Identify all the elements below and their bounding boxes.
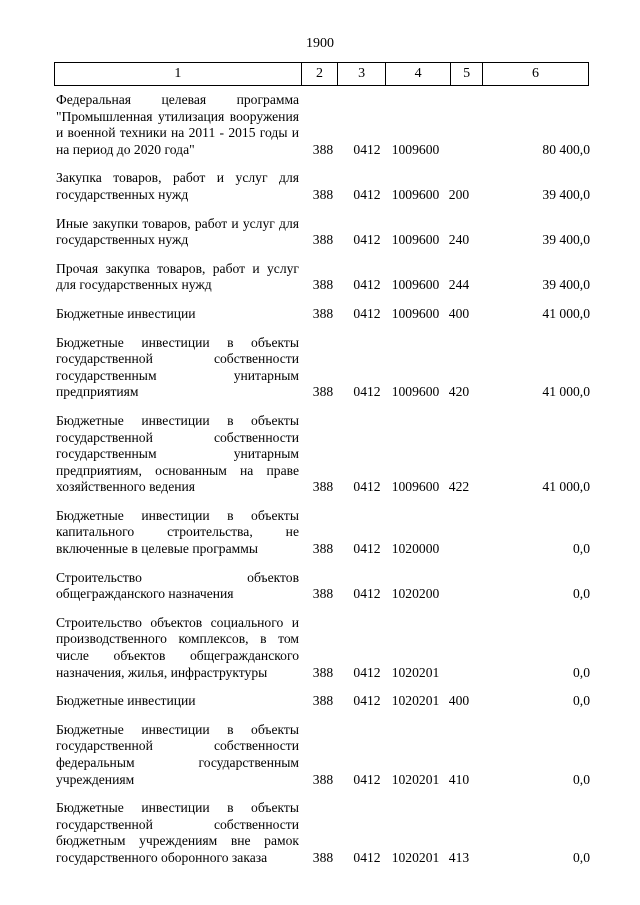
table-row [56, 92, 590, 158]
row-name: Бюджетные инвестиции в объекты государственной собственности бюджетным учреждениям вне рамок государственного оборонного заказа [56, 800, 299, 865]
row-col-5: 413 [448, 849, 470, 865]
row-name: Бюджетные инвестиции в объекты капитального строительства, не включенные в целевые программы [56, 507, 299, 557]
row-name: Бюджетные инвестиции [56, 305, 196, 321]
row-col-5: 200 [448, 186, 470, 202]
row-col-6: 39 400,0 [542, 277, 590, 293]
row-col-5: 400 [448, 693, 470, 709]
row-col-4: 1009600 [391, 479, 440, 495]
table-row [56, 170, 590, 203]
row-col-3: 0412 [353, 771, 381, 787]
row-col-2: 388 [312, 232, 334, 248]
row-col-4: 1009600 [391, 186, 440, 202]
row-col-3: 0412 [353, 849, 381, 865]
table-header [54, 62, 589, 86]
row-col-4: 1020200 [391, 586, 440, 602]
row-col-2: 388 [312, 141, 334, 157]
row-col-4: 1020000 [391, 541, 440, 557]
row-col-4: 1009600 [391, 384, 440, 400]
row-col-5: 240 [448, 232, 470, 248]
row-name: Бюджетные инвестиции в объекты государственной собственности федеральным государственным учреждениям [56, 721, 299, 787]
row-col-6: 0,0 [573, 541, 590, 557]
row-col-2: 388 [312, 664, 334, 680]
row-name: Строительство объектов социального и производственного комплексов, в том числе объектов общегражданского назначения, жилья, инфраструктуры [56, 614, 299, 680]
table-row [56, 261, 590, 294]
row-col-6: 0,0 [573, 771, 590, 787]
row-col-2: 388 [312, 305, 334, 321]
row-col-3: 0412 [353, 693, 381, 709]
row-col-4: 1020201 [391, 849, 440, 865]
row-name: Бюджетные инвестиции в объекты государственной собственности государственным унитарным предприятиям [56, 334, 299, 400]
row-col-3: 0412 [353, 541, 381, 557]
row-col-6: 39 400,0 [542, 186, 590, 202]
row-col-4: 1009600 [391, 305, 440, 321]
row-col-6: 0,0 [573, 849, 590, 865]
row-col-6: 39 400,0 [542, 232, 590, 248]
table-row [56, 570, 590, 603]
row-col-2: 388 [312, 693, 334, 709]
row-col-6: 0,0 [573, 664, 590, 680]
row-col-5: 422 [448, 479, 470, 495]
row-col-3: 0412 [353, 384, 381, 400]
row-col-6: 0,0 [573, 693, 590, 709]
row-col-4: 1009600 [391, 277, 440, 293]
table-row [56, 693, 590, 710]
row-col-2: 388 [312, 186, 334, 202]
header-col-6: 6 [482, 63, 588, 85]
table-row [56, 508, 590, 558]
row-col-4: 1020201 [391, 664, 440, 680]
table-body [56, 92, 590, 879]
row-col-2: 388 [312, 771, 334, 787]
row-name: Федеральная целевая программа "Промышленная утилизация вооружения и военной техники на 2011 - 2015 годы и на период до 2020 года" [56, 92, 299, 157]
row-col-5: 410 [448, 771, 470, 787]
row-col-6: 80 400,0 [542, 141, 590, 157]
row-col-5: 244 [448, 277, 470, 293]
row-col-2: 388 [312, 479, 334, 495]
header-col-2: 2 [301, 63, 338, 85]
row-col-3: 0412 [353, 479, 381, 495]
row-col-3: 0412 [353, 305, 381, 321]
row-col-6: 41 000,0 [542, 305, 590, 321]
row-col-2: 388 [312, 384, 334, 400]
row-col-2: 388 [312, 541, 334, 557]
table-row [56, 306, 590, 323]
row-name: Строительство объектов общегражданского назначения [56, 569, 299, 602]
table-row [56, 722, 590, 788]
header-col-4: 4 [385, 63, 450, 85]
header-col-5: 5 [450, 63, 482, 85]
row-col-6: 41 000,0 [542, 384, 590, 400]
row-col-6: 0,0 [573, 586, 590, 602]
table-row [56, 335, 590, 401]
row-col-3: 0412 [353, 586, 381, 602]
row-col-4: 1020201 [391, 771, 440, 787]
row-col-3: 0412 [353, 232, 381, 248]
row-name: Иные закупки товаров, работ и услуг для государственных нужд [56, 215, 299, 248]
row-name: Бюджетные инвестиции [56, 693, 196, 709]
row-col-2: 388 [312, 277, 334, 293]
row-name: Закупка товаров, работ и услуг для государственных нужд [56, 170, 299, 202]
table-row [56, 216, 590, 249]
row-col-3: 0412 [353, 664, 381, 680]
row-col-2: 388 [312, 586, 334, 602]
row-col-3: 0412 [353, 186, 381, 202]
row-name: Прочая закупка товаров, работ и услуг для государственных нужд [56, 260, 299, 293]
header-col-3: 3 [337, 63, 385, 85]
row-col-6: 41 000,0 [542, 479, 590, 495]
header-col-1: 1 [174, 66, 182, 81]
page-number: 1900 [306, 36, 334, 51]
table-row [56, 413, 590, 496]
row-col-5: 400 [448, 305, 470, 321]
row-col-4: 1009600 [391, 141, 440, 157]
row-col-3: 0412 [353, 277, 381, 293]
row-name: Бюджетные инвестиции в объекты государственной собственности государственным унитарным предприятиям, основанным на праве хозяйственного ведения [56, 412, 299, 495]
row-col-4: 1009600 [391, 232, 440, 248]
row-col-5: 420 [448, 384, 470, 400]
row-col-2: 388 [312, 849, 334, 865]
table-row [56, 800, 590, 866]
table-row [56, 615, 590, 681]
row-col-3: 0412 [353, 141, 381, 157]
row-col-4: 1020201 [391, 693, 440, 709]
